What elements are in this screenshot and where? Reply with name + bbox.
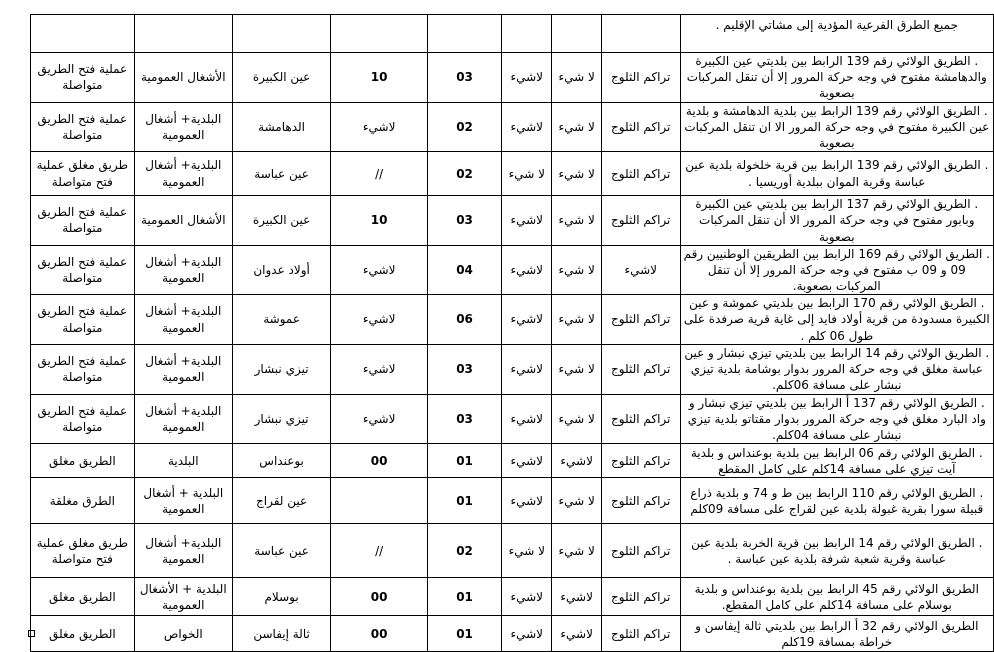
agency-cell: البلدية+ أشغال العمومية — [134, 295, 232, 345]
value-cell: 03 — [428, 344, 502, 394]
value-cell: 10 — [331, 196, 428, 246]
status-cell: الطرق مغلقة — [31, 478, 135, 524]
table-row — [31, 245, 994, 295]
empty-cell — [134, 15, 232, 53]
status-cell: الطريق مغلق — [31, 444, 135, 478]
agency-cell: الخواص — [134, 616, 232, 652]
table-row — [31, 295, 994, 345]
empty-cell — [601, 15, 680, 53]
agency-cell: الأشغال العمومية — [134, 196, 232, 246]
value-cell: لاشيء — [502, 196, 552, 246]
value-cell: 04 — [428, 245, 502, 295]
value-cell: لاشيء — [502, 102, 552, 152]
description-cell: . الطريق الولائي رقم 14 الرابط بين قرية الخربة بلدية عين عباسة وقرية شعبة شرفة بلدية عين عباسة . — [680, 524, 993, 578]
value-cell: لاشيء — [331, 394, 428, 444]
value-cell: 01 — [428, 578, 502, 616]
value-cell: لاشيء — [331, 295, 428, 345]
agency-cell: الأشغال العمومية — [134, 53, 232, 103]
value-cell: لاشيء — [502, 394, 552, 444]
status-cell: عملية فتح الطريق متواصلة — [31, 196, 135, 246]
commune-cell: الدهامشة — [232, 102, 330, 152]
value-cell: لا شيء — [552, 295, 601, 345]
cause-cell: تراكم الثلوج — [601, 578, 680, 616]
status-cell: عملية فتح الطريق متواصلة — [31, 295, 135, 345]
empty-cell — [502, 15, 552, 53]
cause-cell: تراكم الثلوج — [601, 444, 680, 478]
value-cell: // — [331, 524, 428, 578]
cause-cell: تراكم الثلوج — [601, 616, 680, 652]
value-cell: لاشيء — [552, 578, 601, 616]
cause-cell: تراكم الثلوج — [601, 196, 680, 246]
status-cell: طريق مغلق عملية فتح متواصلة — [31, 152, 135, 196]
value-cell: لا شيء — [552, 344, 601, 394]
value-cell: 01 — [428, 478, 502, 524]
value-cell: لاشيء — [502, 344, 552, 394]
value-cell: // — [331, 152, 428, 196]
table-row — [31, 478, 994, 524]
value-cell: 00 — [331, 578, 428, 616]
table-row — [31, 152, 994, 196]
commune-cell: عين عباسة — [232, 152, 330, 196]
table-row — [31, 578, 994, 616]
header-row — [31, 15, 994, 53]
value-cell: لا شيء — [552, 394, 601, 444]
value-cell — [331, 478, 428, 524]
value-cell: 10 — [331, 53, 428, 103]
value-cell: لاشيء — [331, 344, 428, 394]
status-cell: عملية فتح الطريق متواصلة — [31, 344, 135, 394]
value-cell: لا شيء — [552, 102, 601, 152]
commune-cell: ثالة إيفاسن — [232, 616, 330, 652]
commune-cell: عين الكبيرة — [232, 53, 330, 103]
status-cell: الطريق مغلق — [31, 616, 135, 652]
value-cell: لاشيء — [552, 444, 601, 478]
value-cell: 01 — [428, 444, 502, 478]
value-cell: لاشيء — [502, 578, 552, 616]
value-cell: لا شيء — [552, 245, 601, 295]
value-cell: 02 — [428, 102, 502, 152]
table-row — [31, 344, 994, 394]
agency-cell: البلدية+ أشغال العمومية — [134, 394, 232, 444]
description-cell: . الطريق الولائي رقم 137 أ الرابط بين بلديتي تيزي نبشار و واد البارد مغلق في وجه حركة المرور بدوار مقتاتو بلدية تيزي نبشار على مسافة 04كلم. — [680, 394, 993, 444]
cause-cell: تراكم الثلوج — [601, 53, 680, 103]
agency-cell: البلدية — [134, 444, 232, 478]
agency-cell: البلدية+ أشغال العمومية — [134, 102, 232, 152]
value-cell: لاشيء — [502, 444, 552, 478]
value-cell: لا شيء — [552, 53, 601, 103]
description-cell: . الطريق الولائي رقم 169 الرابط بين الطريقين الوطنيين رقم 09 و 09 ب مفتوح في وجه حركة المرور إلا أن تنقل المركبات بصعوبة. — [680, 245, 993, 295]
agency-cell: البلدية+ أشغال العمومية — [134, 245, 232, 295]
status-cell: الطريق مغلق — [31, 578, 135, 616]
empty-cell — [552, 15, 601, 53]
table-row — [31, 394, 994, 444]
value-cell: لاشيء — [502, 616, 552, 652]
value-cell: لاشيء — [502, 478, 552, 524]
table-row — [31, 102, 994, 152]
commune-cell: بوسلام — [232, 578, 330, 616]
value-cell: لاشيء — [331, 245, 428, 295]
cause-cell: لاشيء — [601, 245, 680, 295]
description-cell: . الطريق الولائي رقم 139 الرابط بين بلدية الدهامشة و بلدية عين الكبيرة مفتوح في وجه حركة المرور الا ان تنقل المركبات بصعوبة — [680, 102, 993, 152]
commune-cell: عين عباسة — [232, 524, 330, 578]
status-cell: طريق مغلق عملية فتح متواصلة — [31, 524, 135, 578]
value-cell: 03 — [428, 196, 502, 246]
value-cell: لا شيء — [552, 478, 601, 524]
empty-cell — [31, 15, 135, 53]
commune-cell: عين لقراج — [232, 478, 330, 524]
road-status-table — [30, 14, 994, 652]
table-row — [31, 53, 994, 103]
empty-cell — [331, 15, 428, 53]
cause-cell: تراكم الثلوج — [601, 394, 680, 444]
value-cell: لا شيء — [552, 524, 601, 578]
cause-cell: تراكم الثلوج — [601, 524, 680, 578]
agency-cell: البلدية+ أشغال العمومية — [134, 524, 232, 578]
status-cell: عملية فتح الطريق متواصلة — [31, 53, 135, 103]
description-cell: . الطريق الولائي رقم 170 الرابط بين بلديتي عموشة و عين الكبيرة مسدودة من قرية أولاد فايد إلى غاية قرية صرفدة على طول 06 كلم . — [680, 295, 993, 345]
commune-cell: عين الكبيرة — [232, 196, 330, 246]
cause-cell: تراكم الثلوج — [601, 102, 680, 152]
agency-cell: البلدية+ أشغال العمومية — [134, 152, 232, 196]
value-cell: 06 — [428, 295, 502, 345]
agency-cell: البلدية + أشغال العمومية — [134, 478, 232, 524]
value-cell: لا شيء — [502, 152, 552, 196]
header-text: جميع الطرق الفرعية المؤدية إلى مشاتي الإقليم . — [680, 15, 993, 53]
commune-cell: بوعنداس — [232, 444, 330, 478]
description-cell: . الطريق الولائي رقم 137 الرابط بين بلديتي عين الكبيرة وبابور مفتوح في وجه حركة المرور الا أن تنقل المركبات بصعوبة — [680, 196, 993, 246]
table-row — [31, 616, 994, 652]
commune-cell: تيزي نبشار — [232, 344, 330, 394]
status-cell: عملية فتح الطريق متواصلة — [31, 245, 135, 295]
cause-cell: تراكم الثلوج — [601, 478, 680, 524]
description-cell: الطريق الولائي رقم 45 الرابط بين بلدية بوعنداس و بلدية بوسلام على مسافة 14كلم على كامل المقطع. — [680, 578, 993, 616]
value-cell: 03 — [428, 394, 502, 444]
value-cell: 02 — [428, 524, 502, 578]
value-cell: لا شيء — [552, 152, 601, 196]
cause-cell: تراكم الثلوج — [601, 152, 680, 196]
status-cell: عملية فتح الطريق متواصلة — [31, 102, 135, 152]
cause-cell: تراكم الثلوج — [601, 295, 680, 345]
value-cell: لا شيء — [502, 524, 552, 578]
empty-cell — [232, 15, 330, 53]
value-cell: 01 — [428, 616, 502, 652]
description-cell: . الطريق الولائي رقم 06 الرابط بين بلدية بوعنداس و بلدية آيت تيزي على مسافة 14كلم على كامل المقطع — [680, 444, 993, 478]
paragraph-mark-square — [28, 630, 35, 637]
table-row — [31, 196, 994, 246]
table-row — [31, 524, 994, 578]
commune-cell: عموشة — [232, 295, 330, 345]
value-cell: لا شيء — [552, 196, 601, 246]
value-cell: لاشيء — [502, 53, 552, 103]
description-cell: . الطريق الولائي رقم 110 الرابط بين ط و 74 و بلدية ذراع قبيلة سورا بقرية غبولة بلدية عين لقراج على مسافة 09كلم — [680, 478, 993, 524]
agency-cell: البلدية+ أشغال العمومية — [134, 344, 232, 394]
empty-cell — [428, 15, 502, 53]
value-cell: لاشيء — [552, 616, 601, 652]
value-cell: 03 — [428, 53, 502, 103]
description-cell: . الطريق الولائي رقم 14 الرابط بين بلديتي تيزي نبشار و عين عباسة مغلق في وجه حركة المرور بدوار بوشامة بلدية تيزي نبشار على مسافة 06كلم. — [680, 344, 993, 394]
status-cell: عملية فتح الطريق متواصلة — [31, 394, 135, 444]
cause-cell: تراكم الثلوج — [601, 344, 680, 394]
value-cell: 02 — [428, 152, 502, 196]
description-cell: . الطريق الولائي رقم 139 الرابط بين قرية خلخولة بلدية عين عباسة وقرية الموان ببلدية أوريسيا . — [680, 152, 993, 196]
value-cell: لاشيء — [502, 295, 552, 345]
table-row — [31, 444, 994, 478]
value-cell: 00 — [331, 616, 428, 652]
commune-cell: تيزي نبشار — [232, 394, 330, 444]
description-cell: . الطريق الولائي رقم 139 الرابط بين بلديتي عين الكبيرة والدهامشة مفتوح في وجه حركة المرور إلا أن تنقل المركبات بصعوبة — [680, 53, 993, 103]
commune-cell: أولاد عدوان — [232, 245, 330, 295]
value-cell: 00 — [331, 444, 428, 478]
agency-cell: البلدية + الأشغال العمومية — [134, 578, 232, 616]
value-cell: لاشيء — [502, 245, 552, 295]
value-cell: لاشيء — [331, 102, 428, 152]
description-cell: الطريق الولائي رقم 32 أ الرابط بين بلديتي ثالة إيفاسن و خراطة بمسافة 19كلم — [680, 616, 993, 652]
